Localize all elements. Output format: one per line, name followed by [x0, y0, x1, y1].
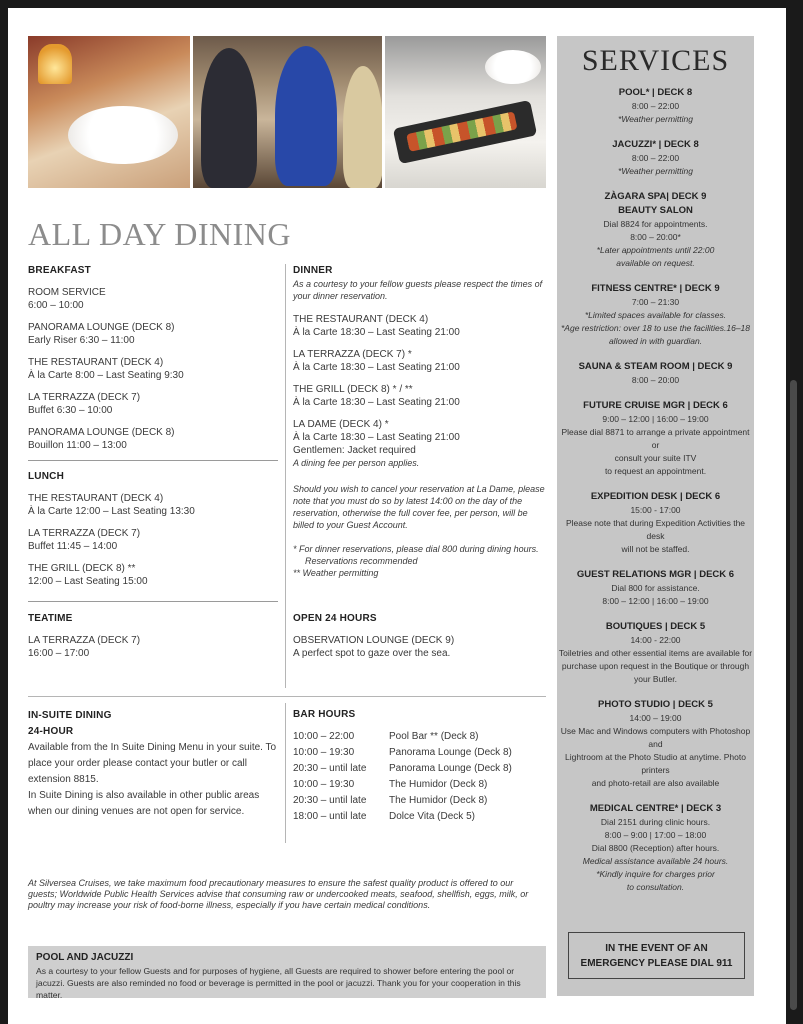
service-fitness	[557, 282, 754, 348]
bar-venue: Panorama Lounge (Deck 8)	[389, 747, 512, 758]
bar-venue: Panorama Lounge (Deck 8)	[389, 763, 512, 774]
bar-venue: The Humidor (Deck 8)	[389, 779, 488, 790]
service-line: 14:00 – 19:00	[629, 713, 682, 723]
service-name: PHOTO STUDIO | DECK 5	[598, 699, 713, 710]
open24-heading: OPEN 24 HOURS	[293, 613, 377, 624]
insuite-heading: IN-SUITE DINING	[28, 710, 112, 721]
service-name: BEAUTY SALON	[618, 205, 693, 216]
serving-board-icon	[393, 100, 537, 164]
emergency-line: IN THE EVENT OF AN	[605, 942, 708, 954]
divider	[28, 601, 278, 602]
service-name: ZÀGARA SPA| DECK 9	[604, 191, 707, 202]
service-spa	[557, 190, 754, 270]
lunch-venue: THE GRILL (DECK 8) **	[28, 563, 136, 574]
plate-icon	[485, 50, 541, 84]
service-boutiques	[557, 620, 754, 686]
service-line: Dial 2151 during clinic hours.	[600, 817, 711, 827]
breakfast-section	[28, 264, 278, 452]
bar-venue: Pool Bar ** (Deck 8)	[389, 731, 479, 742]
dinner-footnote-1: * For dinner reservations, please dial 800 during dining hours.	[293, 544, 539, 554]
service-line: consult your suite ITV	[614, 453, 697, 463]
breakfast-venue: LA TERRAZZA (DECK 7)	[28, 392, 141, 403]
dinner-heading: DINNER	[293, 265, 333, 276]
breakfast-venue: ROOM SERVICE	[28, 287, 106, 298]
bar-row	[293, 745, 548, 761]
bar-time: 10:00 – 19:30	[293, 747, 355, 758]
bar-time: 10:00 – 19:30	[293, 779, 355, 790]
service-photo-studio	[557, 698, 754, 790]
photo-appetizer-board	[385, 36, 546, 188]
lunch-time: À la Carte 12:00 – Last Seating 13:30	[28, 506, 195, 517]
service-line: 9:00 – 12:00 | 16:00 – 19:00	[602, 414, 709, 424]
insuite-text: Available from the In Suite Dining Menu in your suite. To place your order please contact your butler or call extension 8815.	[28, 742, 277, 785]
ladame-fee: A dining fee per person applies.	[293, 458, 420, 468]
service-line: Dial 8800 (Reception) after hours.	[591, 843, 720, 853]
dinner-time: À la Carte 18:30 – Last Seating 21:00	[293, 327, 460, 338]
bar-row	[293, 729, 548, 745]
service-line: 15:00 - 17:00	[630, 505, 681, 515]
service-note: allowed in with guardian.	[608, 336, 703, 346]
service-name: SAUNA & STEAM ROOM | DECK 9	[578, 361, 733, 372]
bar-row	[293, 777, 548, 793]
service-line: 14:00 - 22:00	[630, 635, 681, 645]
service-line: purchase upon request in the Boutique or through	[561, 661, 750, 671]
service-note: *Limited spaces available for classes.	[584, 310, 727, 320]
service-note: *Weather permitting	[618, 166, 693, 176]
service-name: EXPEDITION DESK | DECK 6	[590, 491, 721, 502]
service-pool	[557, 86, 754, 126]
emergency-line: EMERGENCY PLEASE DIAL 911	[580, 957, 733, 969]
breakfast-venue: PANORAMA LOUNGE (DECK 8)	[28, 427, 175, 438]
open24-section	[293, 612, 548, 660]
bar-time: 18:00 – until late	[293, 811, 367, 822]
lunch-time: Buffet 11:45 – 14:00	[28, 541, 118, 552]
person-icon	[201, 48, 257, 188]
breakfast-heading: BREAKFAST	[28, 265, 91, 276]
service-line: Lightroom at the Photo Studio at anytime. Photo printers	[565, 752, 746, 775]
bar-venue: Dolce Vita (Deck 5)	[389, 811, 475, 822]
breakfast-venue: PANORAMA LOUNGE (DECK 8)	[28, 322, 175, 333]
dinner-venue: THE RESTAURANT (DECK 4)	[293, 314, 429, 325]
service-name: GUEST RELATIONS MGR | DECK 6	[576, 569, 735, 580]
food-safety-footnote: At Silversea Cruises, we take maximum food precautionary measures to ensure the safest quality product is offered to our guests; Worldwide Public Health Services advise that consuming raw or undercooked meats, seafood, shellfish, eggs, milk, or poultry may increase your risk of food-borne illness, especially if you have certain medical conditions.	[28, 878, 529, 910]
ladame-venue: LA DAME (DECK 4) *	[293, 419, 389, 430]
service-line: Toiletries and other essential items are available for	[558, 648, 753, 658]
breakfast-time: À la Carte 8:00 – Last Seating 9:30	[28, 370, 184, 381]
service-name: JACUZZI* | DECK 8	[612, 139, 699, 150]
bar-row	[293, 761, 548, 777]
dinner-venue: LA TERRAZZA (DECK 7) *	[293, 349, 412, 360]
pool-notice	[28, 946, 546, 998]
plate-icon	[68, 106, 178, 164]
service-note: available on request.	[616, 258, 695, 268]
dinner-section	[293, 264, 548, 579]
service-expedition	[557, 490, 754, 556]
breakfast-time: Early Riser 6:30 – 11:00	[28, 335, 135, 346]
service-line: your Butler.	[634, 674, 677, 684]
photo-plated-dessert	[28, 36, 190, 188]
dinner-footnote-1b: Reservations recommended	[305, 556, 418, 566]
service-medical	[557, 802, 754, 894]
service-line: 8:00 – 22:00	[631, 101, 680, 111]
breakfast-venue: THE RESTAURANT (DECK 4)	[28, 357, 164, 368]
service-name: POOL* | DECK 8	[618, 87, 693, 98]
breakfast-time: Bouillon 11:00 – 13:00	[28, 440, 127, 451]
service-line: 8:00 – 22:00	[631, 153, 680, 163]
service-line: 8:00 – 12:00 | 16:00 – 19:00	[602, 596, 709, 606]
ladame-dress-code: Gentlemen: Jacket required	[293, 445, 416, 456]
service-guest-relations	[557, 568, 754, 608]
bar-hours-heading: BAR HOURS	[293, 709, 356, 720]
service-line: 8:00 – 20:00*	[630, 232, 681, 242]
bar-time: 10:00 – 22:00	[293, 731, 355, 742]
service-note: Medical assistance available 24 hours.	[582, 856, 729, 866]
service-note: to consultation.	[626, 882, 685, 892]
bar-time: 20:30 – until late	[293, 763, 367, 774]
service-line: Please note that during Expedition Activities the desk	[565, 518, 746, 541]
breakfast-time: Buffet 6:30 – 10:00	[28, 405, 113, 416]
open24-detail: A perfect spot to gaze over the sea.	[293, 648, 451, 659]
lunch-section	[28, 470, 278, 588]
service-line: 8:00 – 20:00	[631, 375, 680, 385]
service-line: Dial 800 for assistance.	[611, 583, 700, 593]
service-name: MEDICAL CENTRE* | DECK 3	[589, 803, 722, 814]
service-note: *Age restriction: over 18 to use the facilities.16–18	[561, 323, 750, 333]
lunch-time: 12:00 – Last Seating 15:00	[28, 576, 148, 587]
divider	[28, 460, 278, 461]
table-lamp-icon	[38, 44, 72, 84]
bar-venue: The Humidor (Deck 8)	[389, 795, 488, 806]
service-future-cruise	[557, 399, 754, 478]
teatime-time: 16:00 – 17:00	[28, 648, 90, 659]
dinner-footnote-2: ** Weather permitting	[293, 568, 379, 578]
insuite-section	[28, 708, 278, 820]
service-jacuzzi	[557, 138, 754, 178]
service-name: FUTURE CRUISE MGR | DECK 6	[583, 400, 728, 411]
service-line: 7:00 – 21:30	[631, 297, 680, 307]
teatime-section	[28, 612, 278, 660]
service-name: BOUTIQUES | DECK 5	[605, 621, 706, 632]
bar-hours-section	[293, 708, 548, 825]
dinner-venue: THE GRILL (DECK 8) * / **	[293, 384, 413, 395]
person-icon	[275, 46, 337, 186]
divider	[28, 696, 546, 697]
service-line: to request an appointment.	[604, 466, 707, 476]
pool-text: As a courtesy to your fellow Guests and for purposes of hygiene, all Guests are required to shower before entering the pool or jacuzzi. Guests are also reminded no food or beverage is permitted in the pool or jacuzzi. Thank you for your cooperation in this matter.	[36, 966, 521, 1000]
ladame-cancel-note: Should you wish to cancel your reservation at La Dame, please note that you must do so by latest 14:00 on the day of the reservation, otherwise the full cover fee, per person, will be billed to your Guest Account.	[293, 484, 545, 530]
bar-time: 20:30 – until late	[293, 795, 367, 806]
insuite-text: In Suite Dining is also available in other public areas when our dining venues are not open for service.	[28, 790, 260, 817]
service-name: FITNESS CENTRE* | DECK 9	[591, 283, 720, 294]
service-line: will not be staffed.	[621, 544, 690, 554]
photo-strip	[28, 36, 546, 188]
service-sauna	[557, 360, 754, 387]
insuite-subheading: 24-HOUR	[28, 726, 74, 737]
dinner-note: As a courtesy to your fellow guests please respect the times of your dinner reservation.	[293, 279, 543, 301]
service-line: and photo-retail are also available	[591, 778, 720, 788]
pool-heading: POOL AND JACUZZI	[36, 952, 134, 963]
dinner-time: À la Carte 18:30 – Last Seating 21:00	[293, 397, 460, 408]
photo-diners	[193, 36, 382, 188]
service-line: 8:00 – 9:00 | 17:00 – 18:00	[604, 830, 707, 840]
page-title: ALL DAY DINING	[28, 216, 291, 252]
services-title: SERVICES	[581, 44, 730, 77]
open24-venue: OBSERVATION LOUNGE (DECK 9)	[293, 635, 455, 646]
services-sidebar	[557, 36, 754, 996]
ladame-time: À la Carte 18:30 – Last Seating 21:00	[293, 432, 460, 443]
service-note: *Weather permitting	[618, 114, 693, 124]
lunch-venue: LA TERRAZZA (DECK 7)	[28, 528, 141, 539]
bar-row	[293, 809, 548, 825]
lunch-venue: THE RESTAURANT (DECK 4)	[28, 493, 164, 504]
bar-row	[293, 793, 548, 809]
column-divider	[285, 703, 286, 843]
breakfast-time: 6:00 – 10:00	[28, 300, 84, 311]
menu-page	[8, 8, 786, 1024]
services-list	[557, 86, 754, 894]
scrollbar-thumb[interactable]	[790, 380, 797, 1010]
service-line: Dial 8824 for appointments.	[603, 219, 708, 229]
teatime-venue: LA TERRAZZA (DECK 7)	[28, 635, 141, 646]
service-line: Use Mac and Windows computers with Photoshop and	[560, 726, 751, 749]
service-line: Please dial 8871 to arrange a private appointment or	[561, 427, 750, 450]
person-icon	[343, 66, 382, 188]
column-divider	[285, 264, 286, 688]
teatime-heading: TEATIME	[28, 613, 73, 624]
emergency-box	[568, 932, 745, 979]
lunch-heading: LUNCH	[28, 471, 64, 482]
dinner-time: À la Carte 18:30 – Last Seating 21:00	[293, 362, 460, 373]
service-note: *Later appointments until 22:00	[596, 245, 715, 255]
service-note: *Kindly inquire for charges prior	[596, 869, 715, 879]
